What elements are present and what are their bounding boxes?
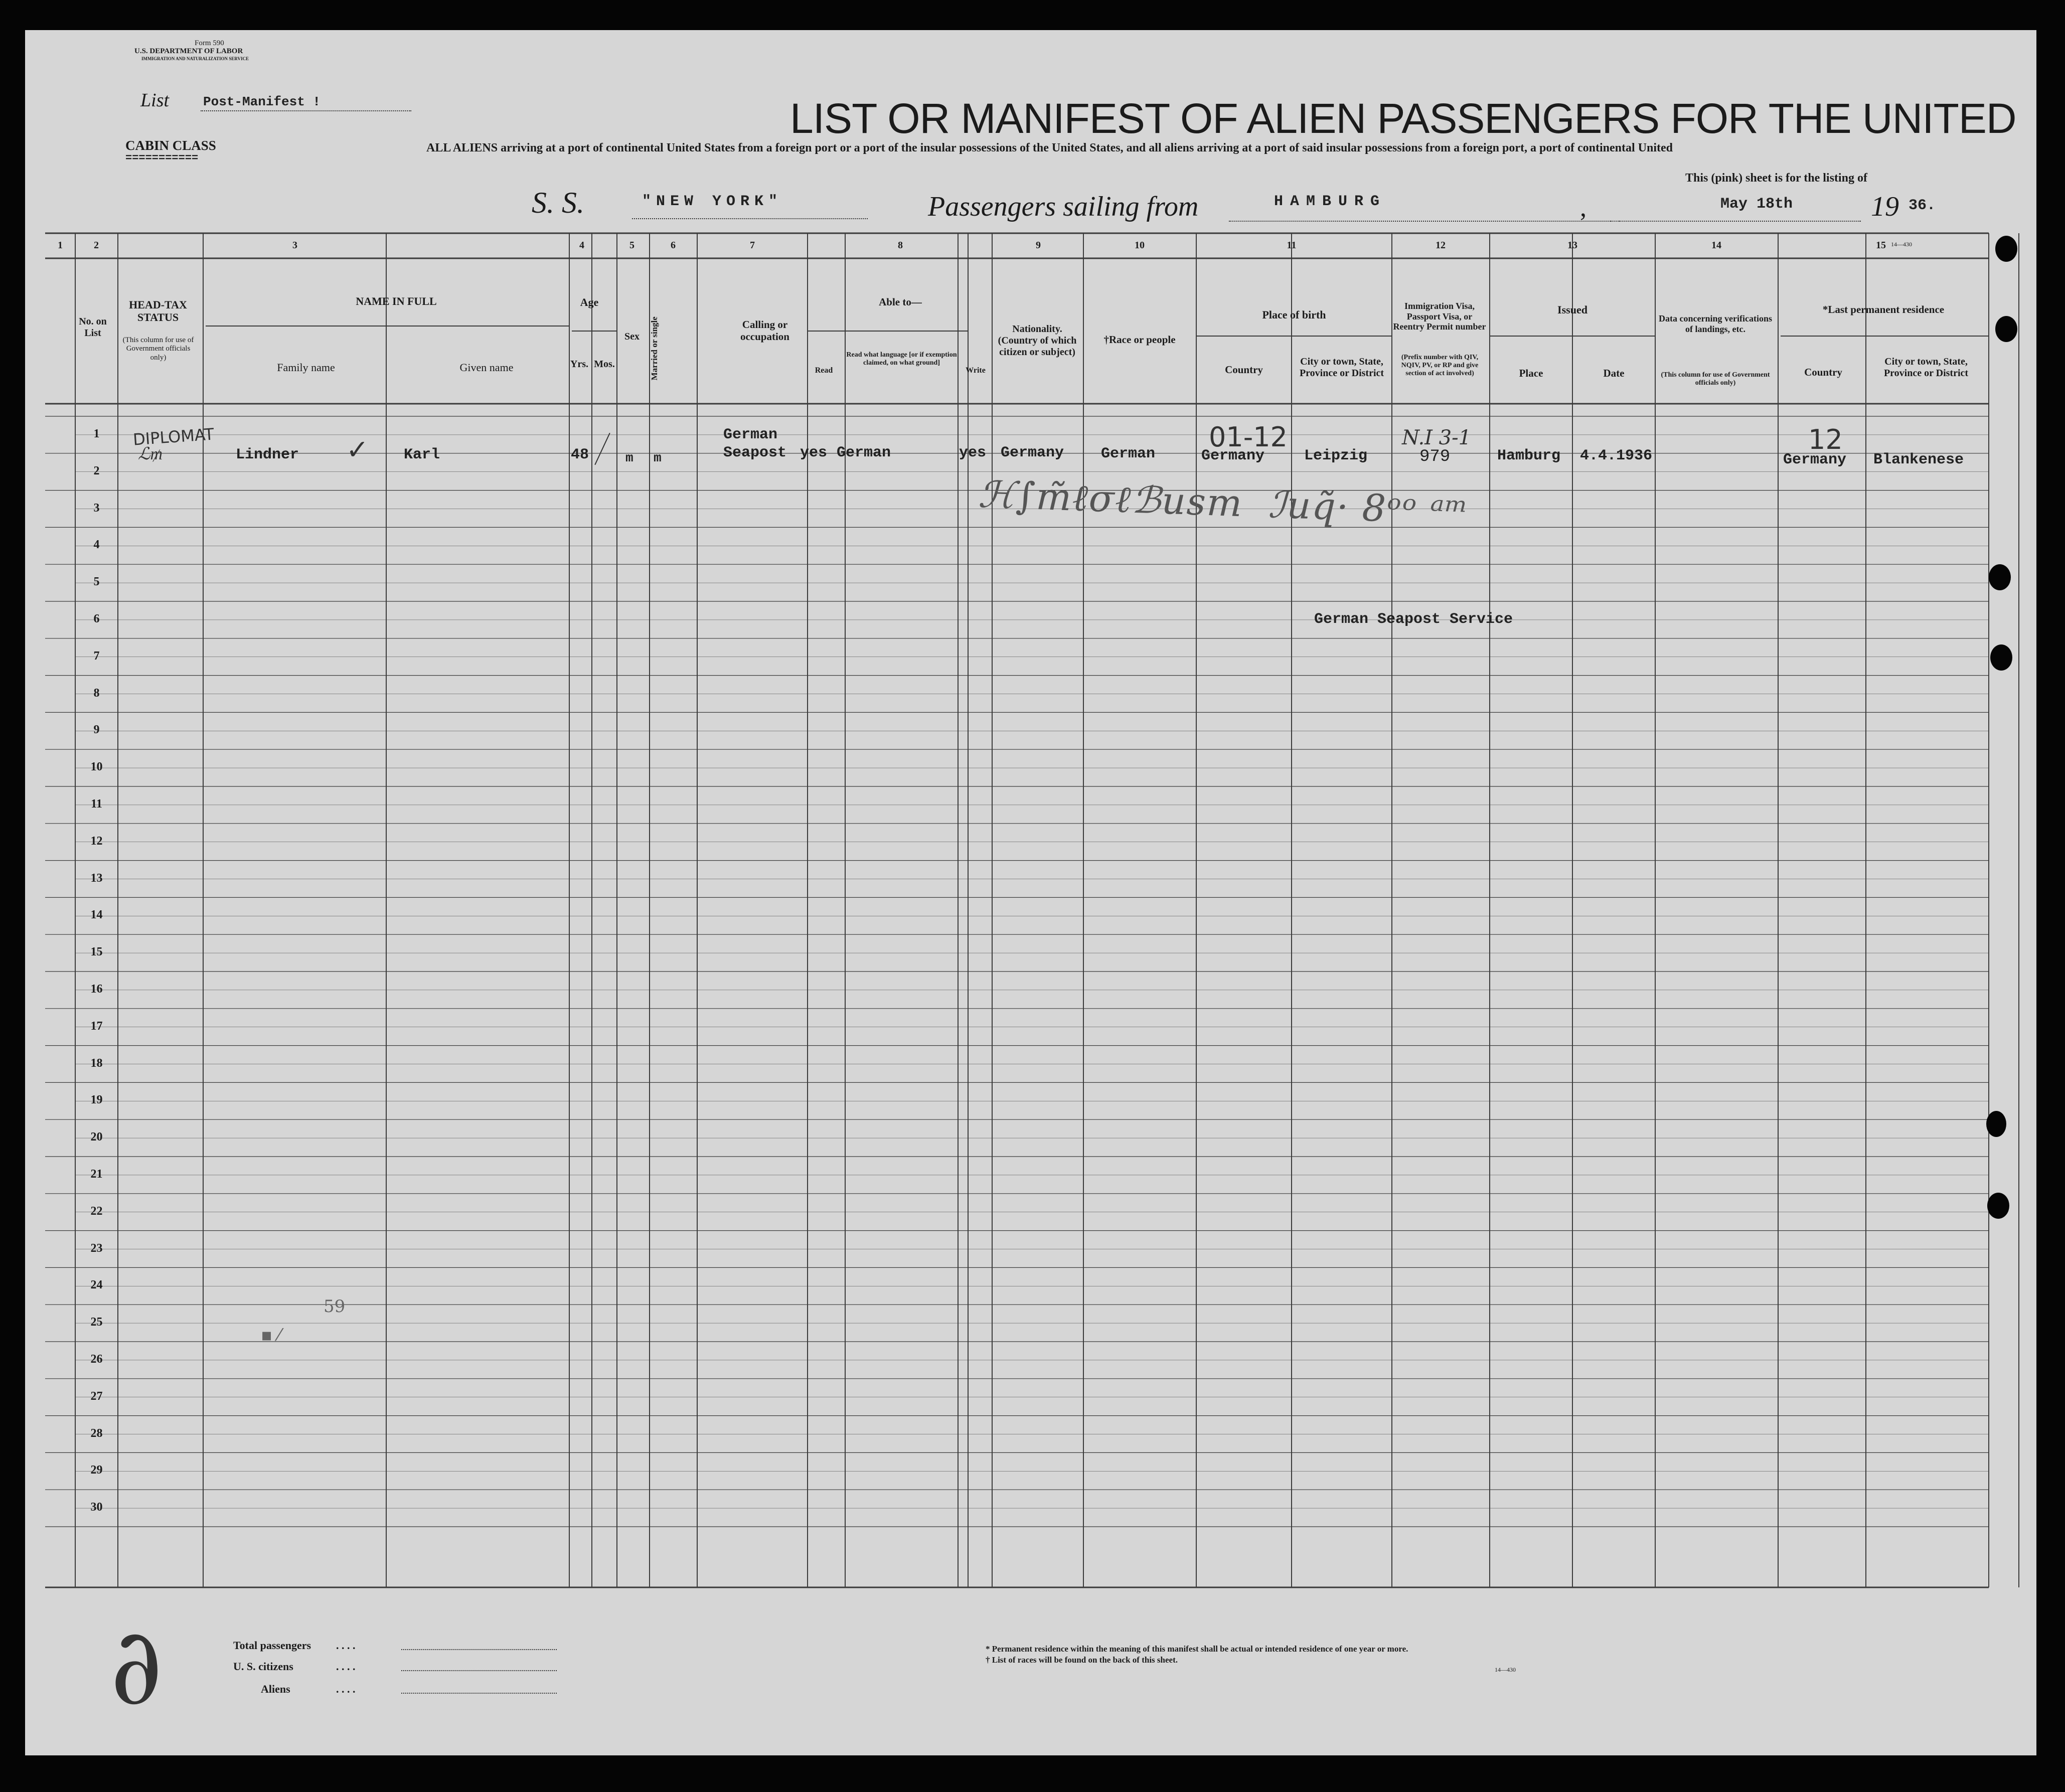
cabin-class-underline: =========== [125,152,199,165]
header-no-on-list: No. on List [79,316,107,339]
sailing-label: Passengers sailing from [928,191,1199,222]
header-landing: Data concerning verifications of landings, etc. [1659,313,1772,334]
can-write: yes [959,444,987,461]
row-number: 12 [90,834,103,848]
cabin-class: CABIN CLASS [125,138,216,153]
print-code-top: 14—430 [1891,241,1912,248]
header-pob-country: Country [1225,364,1263,376]
issued-place: Hamburg [1497,447,1561,464]
issued-date: 4.4.1936 [1580,447,1653,464]
row-number: 2 [93,464,100,477]
head-tax-scribble: ℒ₥ [138,444,163,464]
ship-name: "NEW YORK" [642,193,783,210]
race: German [1101,445,1156,462]
binder-hole [1989,564,2011,590]
port-line [1229,221,1620,222]
footer-us-citizens: U. S. citizens [233,1660,293,1673]
header-visa: Immigration Visa, Passport Visa, or Reentry Permit number [1393,301,1486,332]
binder-hole [1995,316,2017,342]
column-number: 1 [58,240,63,251]
birth-city: Leipzig [1304,447,1368,464]
header-able-to: Able to— [879,296,922,308]
head-tax-status: DIPLOMAT [132,424,215,449]
row-number: 7 [93,649,100,663]
subtitle-line-1: ALL ALIENS arriving at a port of continental United States from a foreign port or a port of the insular possessions of the United States, and all aliens arriving at a port of said insular possessions from a foreign port, a port of continental United [426,141,1673,154]
column-number: 7 [750,240,755,251]
column-number: 14 [1711,240,1721,251]
handwritten-signature: ℋ∫m̃ℓσℓℬusm ℐuq̃· 8ᵒᵒ ᵃᵐ [977,472,1470,534]
row-number: 16 [90,983,103,996]
row-number: 14 [90,908,103,922]
row-number: 24 [90,1278,103,1292]
column-number: 10 [1135,240,1145,251]
row-number: 8 [93,686,100,700]
header-issued-date: Date [1603,367,1625,379]
column-number: 3 [292,240,297,251]
header-landing-note: (This column for use of Government officials only) [1661,371,1770,387]
manifest-sheet [25,30,2036,1755]
row-number: 21 [90,1168,103,1181]
header-race: †Race or people [1103,334,1176,346]
marital-status: m [654,450,662,465]
header-issued: Issued [1557,303,1587,316]
residence-city: Blankenese [1873,451,1964,468]
check-mark: ✓ [346,434,369,465]
row-number: 22 [90,1204,103,1218]
date-line [1610,221,1861,222]
header-res-country: Country [1804,366,1842,378]
row-number: 30 [90,1501,103,1514]
row-number: 5 [93,575,100,589]
header-write: Write [966,366,986,375]
column-number: 6 [671,240,676,251]
header-head-tax-note: (This column for use of Government officials only) [122,336,194,362]
row-number: 15 [90,945,103,959]
binder-hole [1995,236,2017,262]
given-name: Karl [404,446,440,463]
header-age: Age [580,296,599,308]
nationality: Germany [1001,444,1064,461]
occupation-line-2: Seapost [723,444,787,461]
header-given-name: Given name [459,361,514,374]
header-mos: Mos. [594,359,615,370]
row-number: 23 [90,1241,103,1255]
header-yrs: Yrs. [570,359,589,370]
binder-hole [1987,1193,2009,1219]
binder-hole [1986,1111,2006,1137]
column-number: 4 [579,240,584,251]
visa-number: 979 [1419,447,1451,466]
row-number: 20 [90,1130,103,1144]
footer-total-passengers: Total passengers [233,1639,311,1652]
ss-label: S. S. [532,186,584,219]
age-years: 48 [571,446,589,463]
row-number: 19 [90,1093,103,1107]
residence-code: 12 [1808,424,1843,455]
sailing-date: May 18th [1720,196,1793,213]
pencil-mark: ▪ ⁄ [261,1325,281,1345]
header-nationality: Nationality. (Country of which citizen or subject) [998,323,1077,358]
pencil-note-59: 59 [324,1296,346,1317]
can-read: yes [800,444,828,461]
table-grid [25,30,2036,1755]
row-number: 11 [91,797,102,810]
row-number: 6 [93,612,100,625]
birth-code: 01-12 [1209,421,1288,453]
column-number: 13 [1567,240,1577,251]
row-number: 13 [90,871,103,885]
form-number: Form 590 [195,39,224,47]
residence-country: Germany [1783,451,1847,468]
row-number: 10 [90,760,103,774]
year-suffix: 36. [1909,197,1936,214]
header-residence: *Last permanent residence [1822,303,1945,315]
footer-note-2: † List of races will be found on the back of this sheet. [986,1655,1178,1665]
row-number: 18 [90,1056,103,1070]
comma-1: , [1580,194,1586,222]
header-married: Married or single [650,316,660,381]
row-number: 4 [93,538,100,552]
page-title: LIST OR MANIFEST OF ALIEN PASSENGERS FOR THE UNITED [790,95,2016,142]
header-sex: Sex [624,331,640,342]
header-res-city: City or town, State, Province or District [1883,356,1969,379]
footer-line-3 [401,1693,557,1694]
port-name: HAMBURG [1274,193,1387,210]
footer-print-code: 14—430 [1495,1666,1516,1673]
footer-dots-3: . . . . [336,1683,356,1695]
family-name: Lindner [236,446,299,463]
row-number: 17 [90,1019,103,1033]
header-issued-place: Place [1519,367,1543,379]
row-number: 27 [90,1389,103,1403]
row-number: 1 [93,427,100,440]
subtitle-line-2: This (pink) sheet is for the listing of [1685,172,1867,185]
header-head-tax: HEAD-TAX STATUS [129,298,187,324]
sex: m [625,450,633,465]
footer-dots-2: . . . . [336,1660,356,1673]
column-number: 5 [629,240,634,251]
column-number: 11 [1287,240,1297,251]
list-value: Post-Manifest ! [203,94,321,109]
read-language: German [837,444,891,461]
header-place-of-birth: Place of birth [1262,308,1326,321]
birth-country: Germany [1201,447,1265,464]
column-number: 12 [1436,240,1446,251]
row-number: 3 [93,501,100,515]
ship-name-line [632,218,868,219]
seapost-service-stamp: German Seapost Service [1314,611,1513,628]
footer-aliens: Aliens [261,1683,290,1695]
row-number: 25 [90,1316,103,1329]
header-visa-note: (Prefix number with QIV, NQIV, PV, or RP and give section of act involved) [1401,354,1479,378]
footer-note-1: * Permanent residence within the meaning of this manifest shall be actual or intended residence of one year or more. [986,1644,1408,1654]
year-prefix: 19 [1871,191,1899,222]
column-number: 8 [898,240,903,251]
handwritten-footer-mark: ∂ [99,1601,171,1731]
header-name-in-full: NAME IN FULL [356,295,437,307]
row-number: 28 [90,1426,103,1440]
header-family-name: Family name [277,361,335,374]
visa-note: N.I 3-1 [1402,426,1472,449]
header-pob-city: City or town, State, Province or District [1299,356,1384,379]
row-number: 9 [93,723,100,737]
column-number: 2 [94,240,99,251]
service: IMMIGRATION AND NATURALIZATION SERVICE [141,56,249,61]
binder-hole [1990,644,2012,671]
footer-line-2 [401,1670,557,1671]
department: U.S. DEPARTMENT OF LABOR [134,47,243,55]
header-calling: Calling or occupation [740,318,789,343]
footer-line-1 [401,1649,557,1650]
footer-dots-1: . . . . [336,1639,356,1652]
occupation-line-1: German [723,426,778,443]
list-value-line [201,110,411,111]
row-number: 26 [90,1353,103,1366]
list-label: List [140,90,170,111]
column-number: 9 [1036,240,1041,251]
row-number: 29 [90,1463,103,1477]
header-read-language: Read what language [or if exemption claimed, on what ground] [846,351,957,367]
header-read: Read [815,366,833,375]
column-number: 15 [1876,240,1886,251]
